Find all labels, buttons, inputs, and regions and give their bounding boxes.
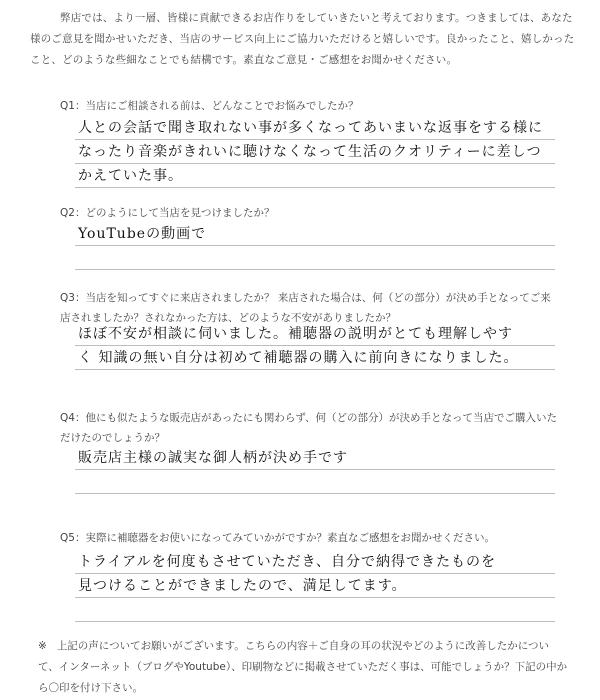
answer-1-line-3: かえていた事。 (78, 168, 183, 184)
answer-1-line-1: 人との会話で聞き取れない事が多くなってあいまいな返事をする様に (78, 120, 543, 136)
answer-4-line-2 (78, 470, 558, 494)
footer-note (38, 636, 568, 699)
answer-5 (78, 550, 558, 598)
answer-5-line-2: 見つけることができましたので、満足してます。 (78, 578, 407, 594)
answer-3-line-1: ほぼ不安が相談に伺いました。補聴器の説明がとても理解しやす (78, 326, 513, 342)
question-5: Q5：実際に補聴器をお使いになってみていかがですか？素直なご感想をお聞かせください。 (60, 532, 495, 544)
question-1: Q1：当店にご相談される前は、どんなことでお悩みでしたか？ (60, 100, 359, 112)
answer-3 (78, 322, 558, 370)
note-mark: ※ (38, 640, 47, 652)
answer-5-line-1: トライアルを何度もさせていただき、自分で納得できたものを (78, 554, 497, 570)
intro-text: 弊店では、より一層、皆様に貢献できるお店作りをしていきたいと考えております。つきましては、あなた様のご意見を聞かせいただき、当店のサービス向上にご協力いただけると嬉しいです。良かったこと、嬉しかったこと、どのような些細なことでも結構です。素直なご意見・ご感想をお聞かせください。 (30, 12, 575, 66)
question-4: Q4：他にも似たような販売店があったにも関わらず、何（どの部分）が決め手となって当店でご購入いただけたのでしょうか？ (60, 412, 557, 444)
question-2: Q2：どのようにして当店を見つけましたか？ (60, 207, 275, 219)
question-3: Q3：当店を知ってすぐに来店されましたか？ 来店された場合は、何（どの部分）が決め手となってご来店されましたか？されなかった方は、どのような不安がありましたか？ (60, 292, 551, 324)
footer-text: 上記の声についてお願いがございます。こちらの内容＋ご自身の耳の状況やどのように改善したかについて、インターネット（ブログやYoutube）、印刷物などに掲載させていただく事は、可能でしょうか？下記の中から〇印を付け下さい。 (38, 640, 568, 694)
answer-4-line-1: 販売店主様の誠実な御人柄が決め手です (78, 450, 348, 466)
answer-2-line-1: YouTubeの動画で (78, 226, 207, 242)
answer-3-line-2: く 知識の無い自分は初めて補聴器の購入に前向きになりました。 (78, 350, 519, 366)
answer-2-line-2 (78, 246, 558, 270)
answer-1-line-2: なったり音楽がきれいに聴けなくなって生活のクオリティーに差しつ (78, 144, 542, 160)
answer-1 (78, 116, 558, 188)
answer-4 (78, 446, 558, 494)
answer-2 (78, 222, 558, 270)
